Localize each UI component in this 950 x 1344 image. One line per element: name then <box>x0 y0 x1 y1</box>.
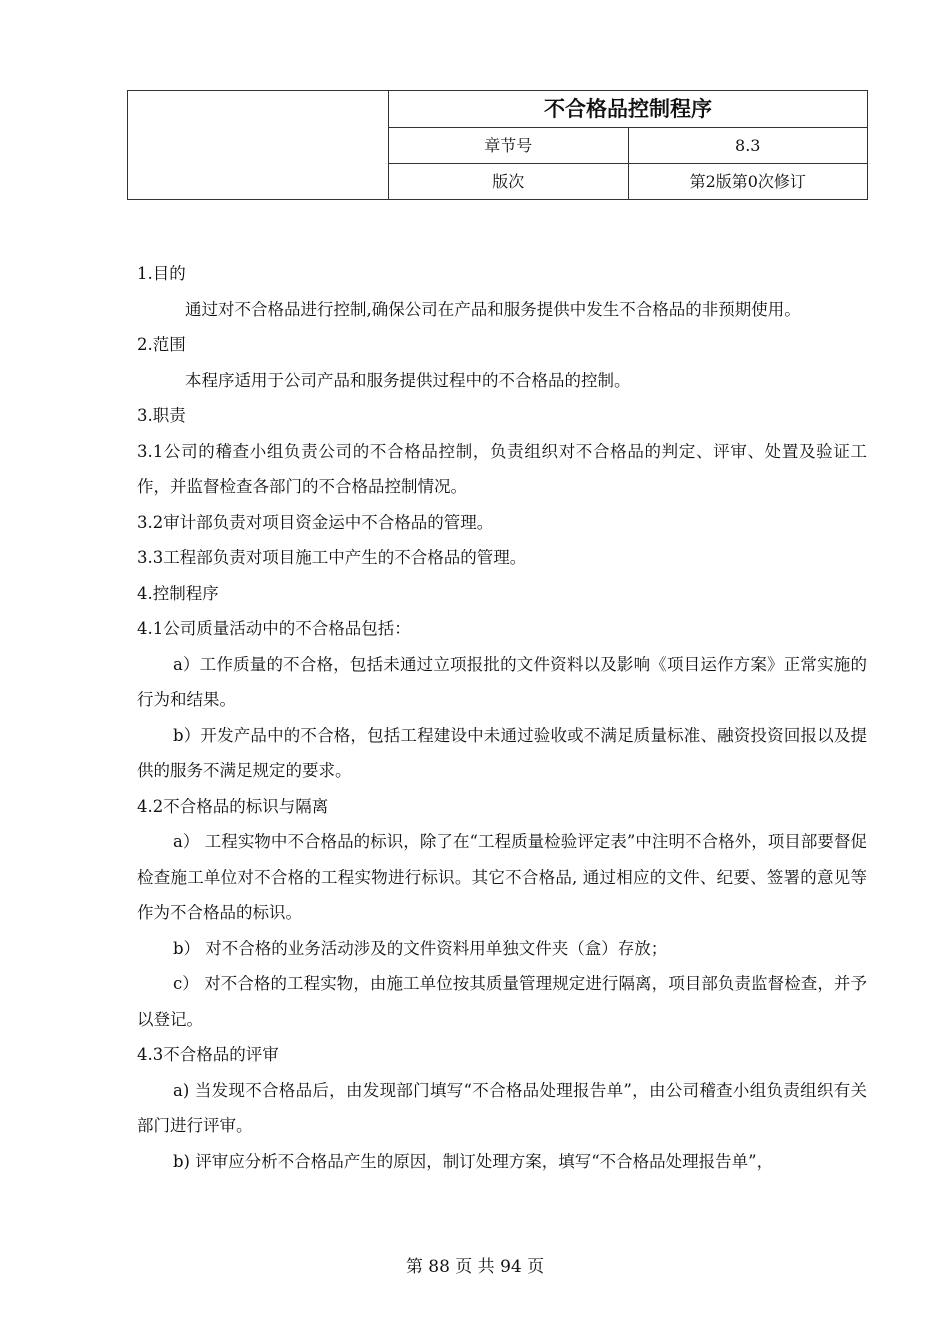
section-heading-responsibility: 3.职责 <box>137 406 186 425</box>
document-title: 不合格品控制程序 <box>389 91 868 128</box>
section-heading-scope: 2.范围 <box>137 335 186 354</box>
paragraph-4-2-c: c） 对不合格的工程实物，由施工单位按其质量管理规定进行隔离，项目部负责监督检查，并予以登记。 <box>137 974 867 1029</box>
paragraph-4-1: 4.1公司质量活动中的不合格品包括： <box>137 619 411 638</box>
edition-label: 版次 <box>389 164 629 200</box>
document-header-table <box>127 90 868 200</box>
chapter-label: 章节号 <box>389 128 629 164</box>
paragraph-3-2: 3.2审计部负责对项目资金运中不合格品的管理。 <box>137 512 494 532</box>
paragraph-4-1-b: b）开发产品中的不合格，包括工程建设中未通过验收或不满足质量标准、融资投资回报以及提供的服务不满足规定的要求。 <box>137 725 867 780</box>
page-number: 第 88 页 共 94 页 <box>405 1257 545 1277</box>
paragraph-3-1: 3.1公司的稽查小组负责公司的不合格品控制，负责组织对不合格品的判定、评审、处置及验证工作，并监督检查各部门的不合格品控制情况。 <box>137 441 867 496</box>
document-body <box>137 256 867 1179</box>
paragraph-3-3: 3.3工程部负责对项目施工中产生的不合格品的管理。 <box>137 548 527 567</box>
section-heading-purpose: 1.目的 <box>137 264 186 283</box>
chapter-value: 8.3 <box>628 128 868 164</box>
paragraph-4-2: 4.2不合格品的标识与隔离 <box>137 796 329 816</box>
logo-area <box>128 91 389 200</box>
paragraph-purpose: 通过对不合格品进行控制,确保公司在产品和服务提供中发生不合格品的非预期使用。 <box>185 299 801 319</box>
edition-value: 第2版第0次修订 <box>628 164 868 200</box>
paragraph-4-3-a: a) 当发现不合格品后，由发现部门填写“不合格品处理报告单”，由公司稽查小组负责组织有关部门进行评审。 <box>137 1080 867 1135</box>
paragraph-4-1-a: a）工作质量的不合格，包括未通过立项报批的文件资料以及影响《项目运作方案》正常实施的行为和结果。 <box>137 654 867 709</box>
paragraph-4-2-b: b） 对不合格的业务活动涉及的文件资料用单独文件夹（盒）存放； <box>173 938 668 958</box>
paragraph-4-3-b: b) 评审应分析不合格品产生的原因，制订处理方案，填写“不合格品处理报告单”， <box>173 1151 774 1171</box>
paragraph-4-2-a: a） 工程实物中不合格品的标识，除了在“工程质量检验评定表”中注明不合格外，项目部要督促检查施工单位对不合格的工程实物进行标识。其它不合格品, 通过相应的文件、纪要、签署的意见等作为不合格品的标识。 <box>137 832 867 922</box>
paragraph-scope: 本程序适用于公司产品和服务提供过程中的不合格品的控制。 <box>185 370 631 390</box>
paragraph-4-3: 4.3不合格品的评审 <box>137 1045 279 1064</box>
section-heading-control: 4.控制程序 <box>137 583 219 603</box>
